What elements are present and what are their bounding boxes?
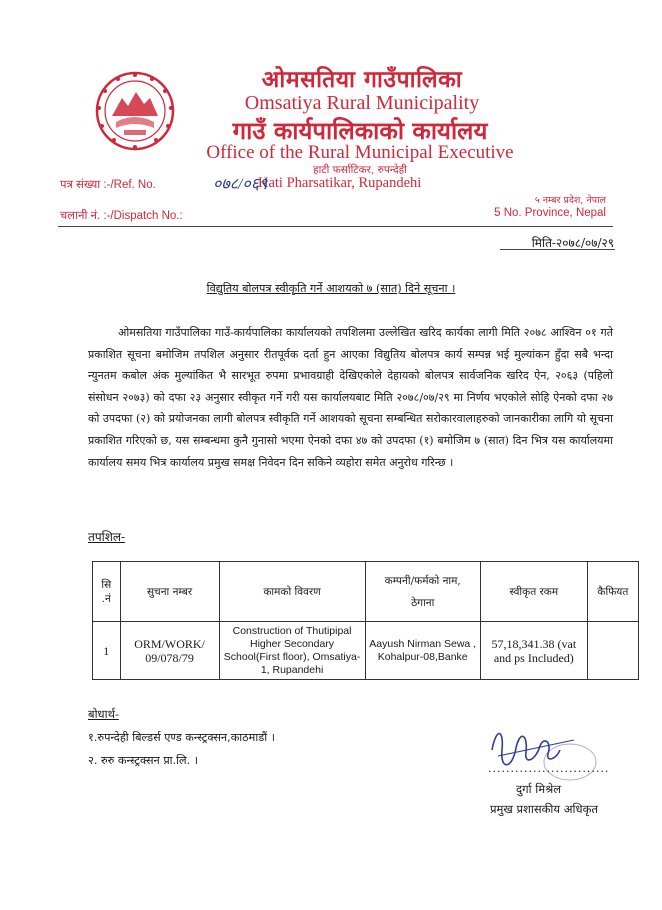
header-company <box>365 562 480 622</box>
details-table <box>92 561 639 680</box>
cell-company-line1: Aayush Nirman Sewa , <box>369 637 477 650</box>
notice-title-text: विद्युतिय बोलपत्र स्वीकृति गर्ने आशयको ७ (सात) दिने सूचना । <box>206 282 456 295</box>
cell-amount <box>480 622 587 680</box>
notice-title <box>0 281 662 296</box>
cell-work-line1: Construction of Thutipipal <box>232 624 352 637</box>
cc-label: बोधार्थ- <box>88 707 119 721</box>
header-company-bottom: ठेगाना <box>411 596 435 609</box>
cell-work-line3: School(First floor), Omsatiya- <box>223 650 361 663</box>
province-nepali: ५ नम्बर प्रदेश, नेपाल <box>534 195 606 206</box>
cell-notice-no-line2: 09/078/79 <box>145 650 194 665</box>
office-name-nepali: गाउँ कार्यपालिकाको कार्यालय <box>232 117 488 145</box>
header-sn <box>93 562 121 622</box>
province-english: 5 No. Province, Nepal <box>494 207 606 219</box>
header-company-top: कम्पनी/फर्मको नाम, <box>384 574 461 587</box>
office-name-english: Office of the Rural Municipal Executive <box>206 142 514 163</box>
header-amount: स्वीकृत रकम <box>480 562 587 622</box>
signature-line: ........................... <box>488 762 610 775</box>
address-english: Hati Pharsatikar, Rupandehi <box>258 175 422 191</box>
cell-work <box>219 622 365 680</box>
document-date: मिति-२०७८/०७/२९ <box>531 236 614 250</box>
header-sn-top: सि <box>101 578 112 591</box>
header-remarks: कैफियत <box>587 562 638 622</box>
cell-sn: 1 <box>93 622 121 680</box>
signatory-title: प्रमुख प्रशासकीय अधिकृत <box>490 802 598 816</box>
org-name-nepali: ओमसतिया गाउँपालिका <box>261 67 463 93</box>
org-name-english: Omsatiya Rural Municipality <box>244 92 480 114</box>
ref-number: ०७८/०६९ <box>213 176 268 193</box>
notice-body-text: ओमसतिया गाउँपालिका गाउँ-कार्यपालिका कार्यालयको तपशिलमा उल्लेखित खरिद कार्यका लागी मिति २०७८ आश्विन ०१ गते प्रकाशित सूचना बमोजिम तपशिल अनुसार रीतपूर्वक दर्ता हुन आएका विद्युतिय बोलपत्र कार्य सम्पन्न भई मुल्यांकन हुँदा सबै भन्दा न्युनतम कबोल अंक मुल्यांकित भै सारभूत रुपमा प्रभावग्राही देखिएकोले देहायको बोलपत्र सार्वजनिक खरिद ऐन, २०६३ (पहिलो संसोधन २०७३) को दफा २३ अनुसार स्वीकृत गर्ने गरी यस कार्यालयबाट मिति २०७८/०७/२९ मा निर्णय भएकोले सोहि ऐनको दफा २७ को उपदफा (२) को प्रयोजनका लागी बोलपत्र स्वीकृति गर्ने आशयको सूचना सम्बन्धित सरोकारवालाहरुको जानकारीका लागि यो सूचना प्रकाशित गरिएको छ, यस सम्बन्धमा कुनै गुनासो भएमा ऐनको दफा ४७ को उपदफा (१) बमोजिम ७ (सात) दिन भित्र यस कार्यालयमा कार्यालय समय भित्र कार्यालय प्रमुख समक्ष निवेदन दिन सकिने व्यहोरा समेत अनुरोध गरिन्छ । <box>88 326 613 469</box>
cell-work-line4: 1, Rupandehi <box>260 663 324 676</box>
notice-body <box>88 322 613 473</box>
cell-amount-line1: 57,18,341.38 (vat <box>491 636 577 651</box>
cell-notice-no <box>120 622 219 680</box>
cc-item-1: १.रुपन्देही बिल्डर्स एण्ड कन्स्ट्रक्सन,काठमाडौं । <box>88 731 275 744</box>
dispatch-label: चलानी नं. :-/Dispatch No.: <box>60 210 183 222</box>
header-divider <box>58 226 613 227</box>
cell-notice-no-line1: ORM/WORK/ <box>134 636 205 651</box>
cell-company-line2: Kohalpur-08,Banke <box>377 650 468 663</box>
cell-work-line2: Higher Secondary <box>250 637 335 650</box>
cell-remarks <box>587 622 638 680</box>
date-underline <box>500 249 615 250</box>
header-work-desc: कामको विवरण <box>219 562 365 622</box>
table-row <box>93 622 639 680</box>
table-header-row <box>93 562 639 622</box>
cc-item-2: २. रुरु कन्स्ट्रक्सन प्रा.लि. । <box>88 754 198 767</box>
address-nepali: हाटी फर्साटिकर, रुपन्देही <box>313 164 407 176</box>
cell-company <box>365 622 480 680</box>
municipality-emblem-logo <box>94 68 176 154</box>
header-notice-no: सुचना नम्बर <box>120 562 219 622</box>
table-label: तपशिल- <box>88 530 126 544</box>
signatory-name: दुर्गा मिश्रेल <box>516 782 562 796</box>
cell-amount-line2: and ps Included) <box>493 650 574 665</box>
header-sn-bottom: .नं <box>101 592 111 605</box>
ref-label: पत्र संख्या :-/Ref. No. <box>60 179 156 191</box>
